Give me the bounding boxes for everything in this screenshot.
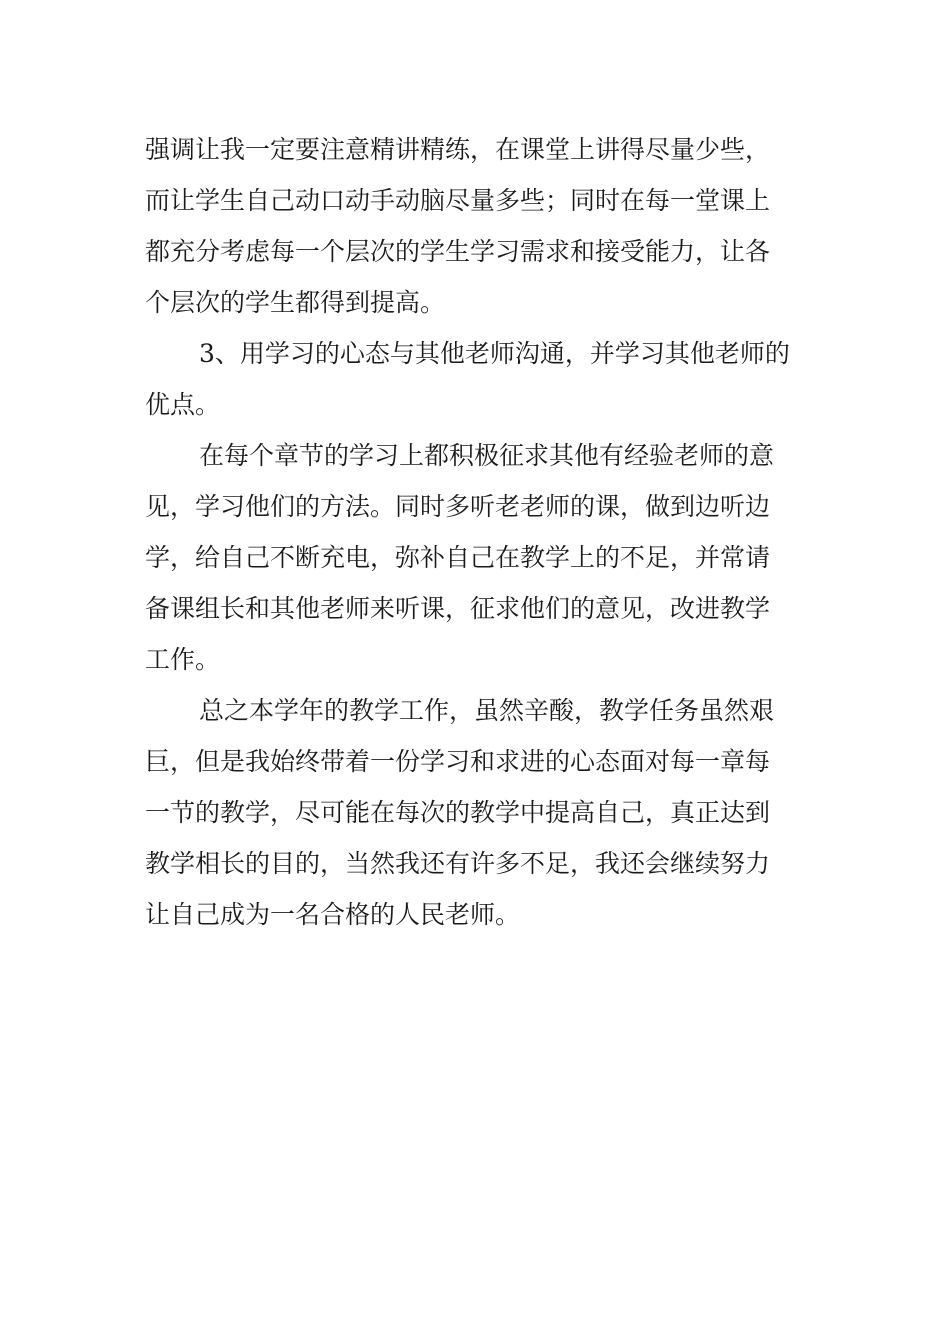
text-line: 工作。 [145,645,221,674]
text-line: 优点。 [145,390,221,419]
document-body [145,124,807,940]
paragraph-learning [145,430,807,685]
text-line: 3、用学习的心态与其他老师沟通，并学习其他老师的 [199,339,790,368]
paragraph-continuation [145,124,807,328]
text-line: 强调让我一定要注意精讲精练，在课堂上讲得尽量少些， [145,135,771,164]
text-line: 在每个章节的学习上都积极征求其他有经验老师的意 [199,441,775,470]
paragraph-summary [145,685,807,940]
text-line: 备课组长和其他老师来听课，征求他们的意见，改进教学 [145,594,771,623]
text-line: 学，给自己不断充电，弥补自己在教学上的不足，并常请 [145,543,771,572]
text-line: 都充分考虑每一个层次的学生学习需求和接受能力，让各 [145,237,771,266]
text-line: 巨，但是我始终带着一份学习和求进的心态面对每一章每 [145,747,771,776]
text-line: 总之本学年的教学工作，虽然辛酸，教学任务虽然艰 [199,696,775,725]
text-line: 见，学习他们的方法。同时多听老老师的课，做到边听边 [145,492,771,521]
text-line: 个层次的学生都得到提高。 [145,288,446,317]
text-line: 一节的教学，尽可能在每次的教学中提高自己，真正达到 [145,798,771,827]
text-line: 教学相长的目的，当然我还有许多不足，我还会继续努力 [145,849,771,878]
paragraph-item-3 [145,328,807,430]
text-line: 让自己成为一名合格的人民老师。 [145,900,521,929]
text-line: 而让学生自己动口动手动脑尽量多些；同时在每一堂课上 [145,186,771,215]
